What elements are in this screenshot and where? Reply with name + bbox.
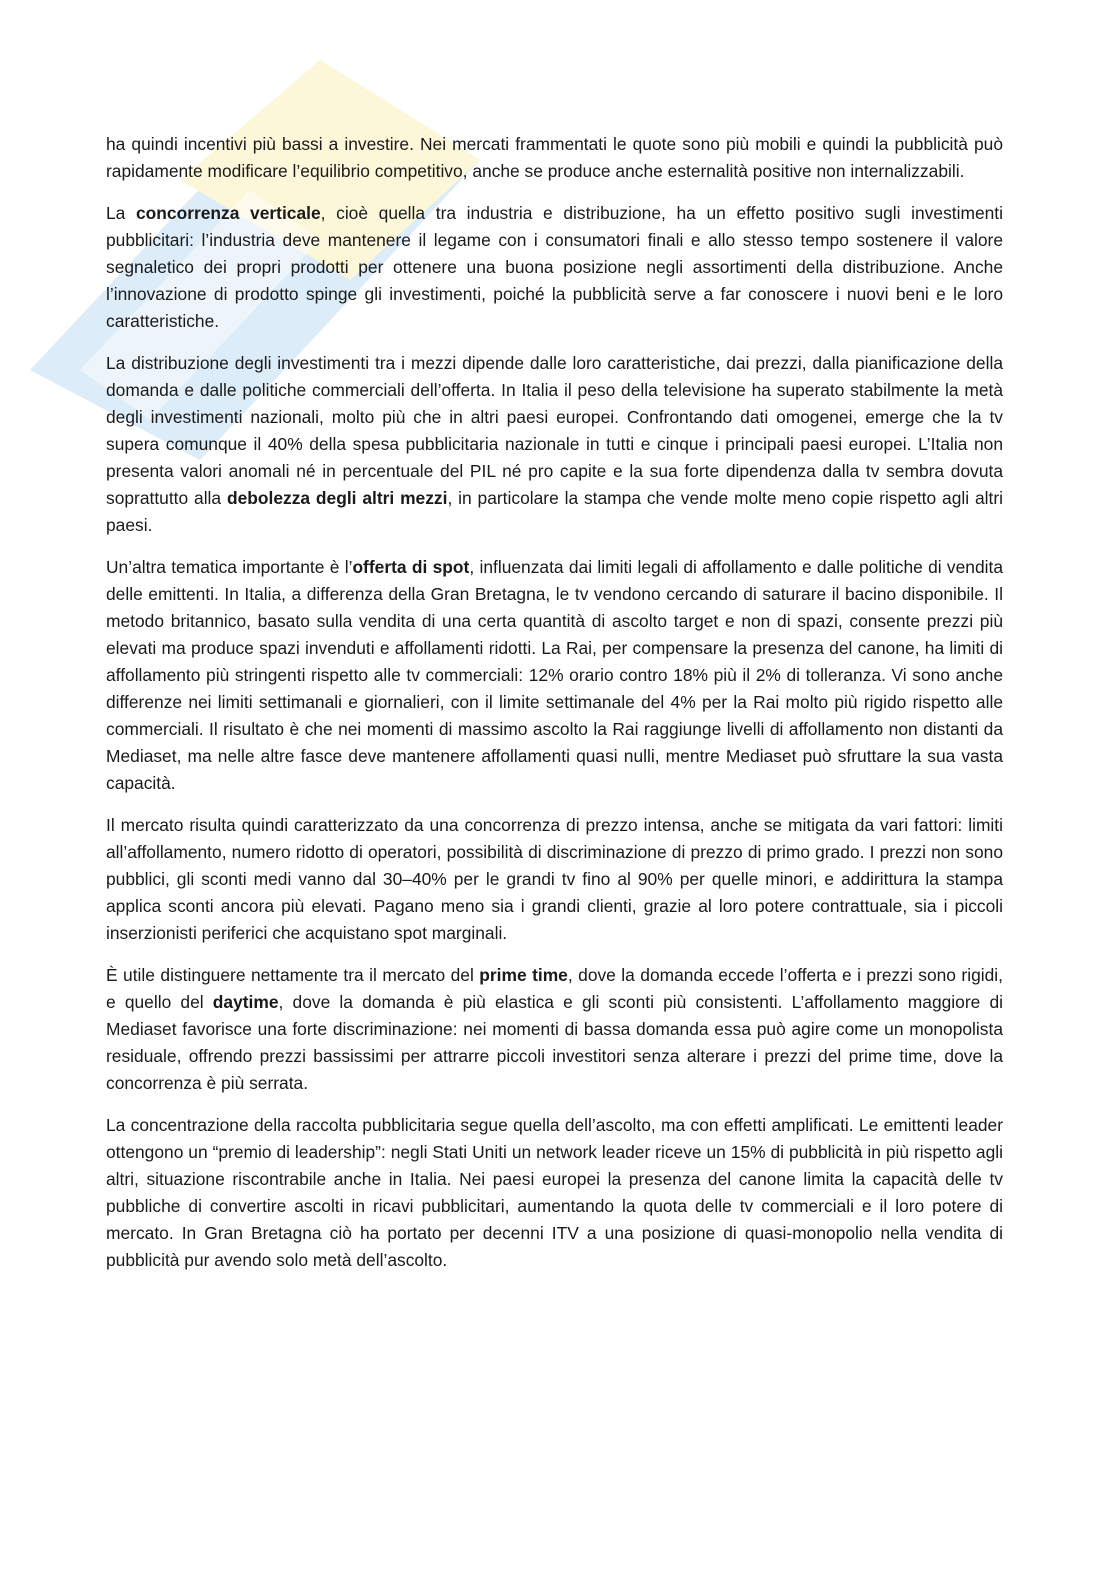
bold-term: daytime [212,992,279,1012]
paragraph [106,350,1003,539]
paragraph [106,131,1003,185]
text-run: , in particolare la stampa che vende molte meno copie rispetto agli altri paesi. [106,488,1003,535]
text-run: , influenzata dai limiti legali di affollamento e dalle politiche di vendita delle emittenti. In Italia, a differenza della Gran Bretagna, le tv vendono cercando di saturare il bacino disponibile. Il metodo britannico, basato sulla vendita di una certa quantità di ascolto target e non di spazi, consente prezzi più elevati ma produce spazi invenduti e affollamenti ridotti. La Rai, per compensare la presenza del canone, ha limiti di affollamento più stringenti rispetto alle tv commerciali: 12% orario contro 18% più il 2% di tolleranza. Vi sono anche differenze nei limiti settimanali e giornalieri, con il limite settimanale del 4% per la Rai molto più rigido rispetto alle commerciali. Il risultato è che nei momenti di massimo ascolto la Rai raggiunge livelli di affollamento non distanti da Mediaset, ma nelle altre fasce deve mantenere affollamenti quasi nulli, mentre Mediaset può sfruttare la sua vasta capacità. [106,557,1004,793]
text-run: La [106,203,136,223]
document-body [106,131,1003,1289]
text-run: La distribuzione degli investimenti tra i mezzi dipende dalle loro caratteristiche, dai prezzi, dalla pianificazione della domanda e dalle politiche commerciali dell’offerta. In Italia il peso della televisione ha superato stabilmente la metà degli investimenti nazionali, molto più che in altri paesi europei. Confrontando dati omogenei, emerge che la tv supera comunque il 40% della spesa pubblicitaria nazionale in tutti e cinque i principali paesi europei. L’Italia non presenta valori anomali né in percentuale del PIL né pro capite e la sua forte dipendenza dalla tv sembra dovuta soprattutto alla [106,353,1003,508]
paragraph [106,962,1003,1097]
text-run: Un’altra tematica importante è l’ [106,557,353,577]
text-run: , dove la domanda eccede l’offerta e i prezzi sono rigidi, e quello del [106,965,1003,1012]
paragraph [106,1112,1003,1274]
paragraph [106,554,1003,797]
text-run: ha quindi incentivi più bassi a investire. Nei mercati frammentati le quote sono più mobili e quindi la pubblicità può rapidamente modificare l’equilibrio competitivo, anche se produce anche esternalità positive non internalizzabili. [106,134,1003,181]
text-run: , cioè quella tra industria e distribuzione, ha un effetto positivo sugli investimenti pubblicitari: l’industria deve mantenere il legame con i consumatori finali e allo stesso tempo sostenere il valore segnaletico dei propri prodotti per ottenere una buona posizione negli assortimenti della distribuzione. Anche l’innovazione di prodotto spinge gli investimenti, poiché la pubblicità serve a far conoscere i nuovi beni e le loro caratteristiche. [106,203,1003,331]
bold-term: concorrenza verticale [136,203,321,223]
text-run: La concentrazione della raccolta pubblicitaria segue quella dell’ascolto, ma con effetti amplificati. Le emittenti leader ottengono un “premio di leadership”: negli Stati Uniti un network leader riceve un 15% di pubblicità in più rispetto agli altri, situazione riscontrabile anche in Italia. Nei paesi europei la presenza del canone limita la capacità delle tv pubbliche di convertire ascolti in ricavi pubblicitari, aumentando la quota delle tv commerciali e il loro potere di mercato. In Gran Bretagna ciò ha portato per decenni ITV a una posizione di quasi-monopolio nella vendita di pubblicità pur avendo solo metà dell’ascolto. [106,1115,1003,1270]
paragraph [106,200,1003,335]
bold-term: prime time [479,965,568,985]
paragraph [106,812,1003,947]
text-run: , dove la domanda è più elastica e gli sconti più consistenti. L’affollamento maggiore di Mediaset favorisce una forte discriminazione: nei momenti di bassa domanda essa può agire come un monopolista residuale, offrendo prezzi bassissimi per attrarre piccoli investitori senza alterare i prezzi del prime time, dove la concorrenza è più serrata. [106,992,1004,1093]
text-run: È utile distinguere nettamente tra il mercato del [106,965,480,985]
bold-term: offerta di spot [352,557,470,577]
text-run: Il mercato risulta quindi caratterizzato da una concorrenza di prezzo intensa, anche se mitigata da vari fattori: limiti all’affollamento, numero ridotto di operatori, possibilità di discriminazione di prezzo di primo grado. I prezzi non sono pubblici, gli sconti medi vanno dal 30–40% per le grandi tv fino al 90% per quelle minori, e addirittura la stampa applica sconti ancora più elevati. Pagano meno sia i grandi clienti, grazie al loro potere contrattuale, sia i piccoli inserzionisti periferici che acquistano spot marginali. [106,815,1003,943]
bold-term: debolezza degli altri mezzi [226,488,448,508]
